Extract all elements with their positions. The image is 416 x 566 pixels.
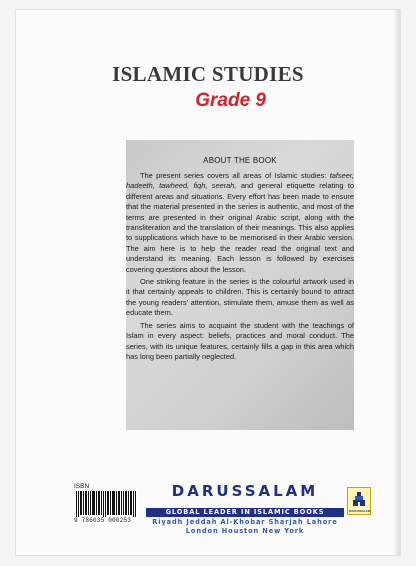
isbn-number: 9 786035 000253 [74, 517, 132, 524]
about-paragraph-1 [126, 171, 354, 275]
grade-label: Grade 9 [195, 90, 266, 111]
book-back-cover [16, 10, 400, 555]
barcode-icon [74, 491, 138, 517]
spine-shadow [394, 10, 400, 555]
logo-text: DARUSSALAM [349, 509, 371, 513]
publisher-cities-line-1: Riyadh Jeddah Al-Khobar Sharjah Lahore [152, 518, 338, 526]
isbn-block [74, 483, 138, 524]
publisher-block [146, 483, 344, 536]
book-title: ISLAMIC STUDIES [112, 62, 304, 86]
about-the-book-section [126, 156, 354, 364]
about-paragraph-3: The series aims to acquaint the student with the teachings of Islam in every aspect: beliefs, practices and moral conduct. The series, with its unique features, certainly fills a gap in this area which has long been partially neglected. [126, 320, 354, 361]
about-p1-text-end: and general etiquette relating to different areas and situations. Every effort has been made to ensure that the material presented in the series is authentic, and most of the terms are presented in their original Arabic script, along with the transliteration and the translation of their meanings. This also applies to supplications which have to be memorised in their Arabic version. The aim here is to help the reader read the original text and understand its meaning. Each lesson is followed by exercises covering questions about the lesson. [126, 181, 355, 274]
about-paragraph-2: One striking feature in the series is the colourful artwork used in it that certainly appeals to children. This is certainly bound to attract the young readers' attention, stimulate them, amuse them as well as educate them. [126, 277, 354, 318]
publisher-tagline: GLOBAL LEADER IN ISLAMIC BOOKS [146, 508, 344, 517]
about-p1-text-start: The present series covers all areas of Islamic studies: [140, 171, 330, 180]
about-p1-italic-terms: tafseer, hadeeth, tawheed, fiqh, seerah, [126, 171, 354, 191]
publisher-cities-line-2: London Houston New York [185, 527, 305, 535]
about-heading: ABOUT THE BOOK [203, 156, 277, 165]
publisher-logo [347, 487, 371, 515]
publisher-name: DARUSSALAM [171, 482, 319, 500]
isbn-label: ISBN [74, 483, 90, 490]
book-tower-icon [353, 492, 365, 508]
